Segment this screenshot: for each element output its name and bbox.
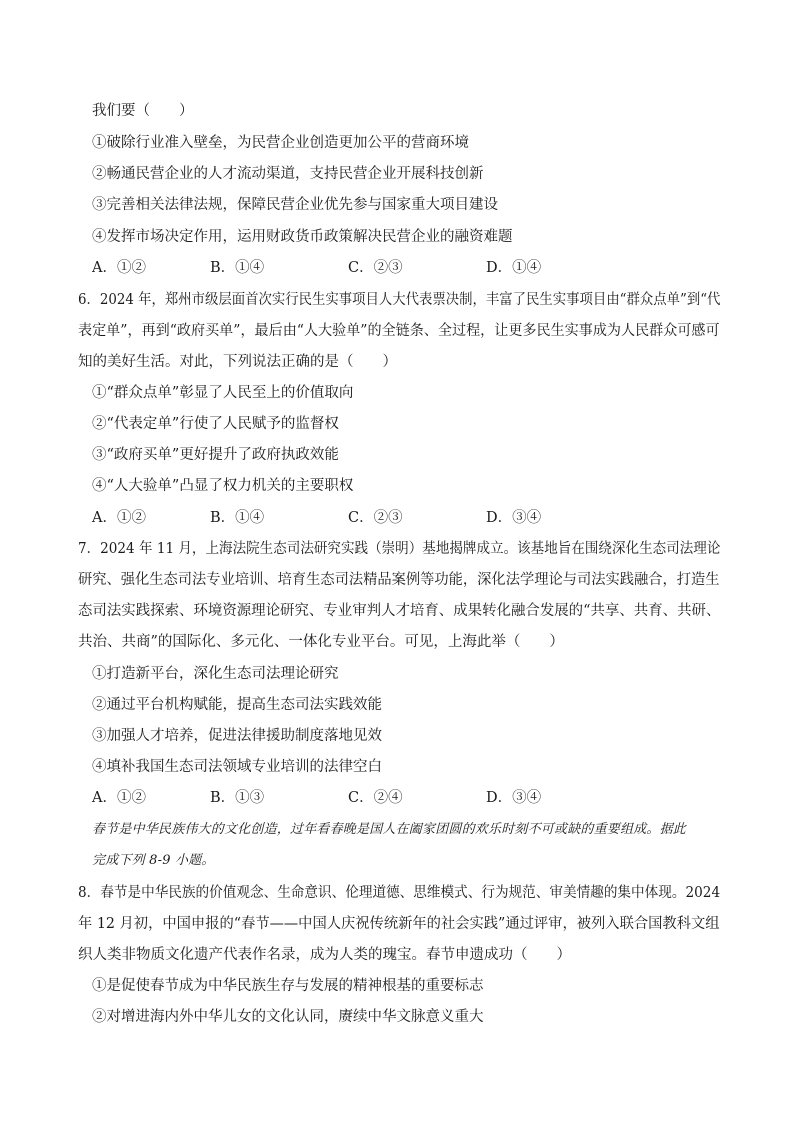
q5-item-4: ④发挥市场决定作用，运用财政货币政策解决民营企业的融资难题: [92, 229, 513, 245]
q8-stem-line-1: 8．春节是中华民族的价值观念、生命意识、伦理道德、思维模式、行为规范、审美情趣的集中体现。2024: [78, 885, 721, 901]
q7-item-2: ②通过平台机构赋能，提高生态司法实践效能: [92, 697, 382, 713]
q5-item-3: ③完善相关法律法规，保障民营企业优先参与国家重大项目建设: [92, 197, 498, 213]
q8-item-1: ①是促使春节成为中华民族生存与发展的精神根基的重要标志: [92, 978, 484, 994]
q6-item-3: ③“政府买单”更好提升了政府执政效能: [92, 447, 339, 463]
q8-stem-line-2: 年 12 月初，中国申报的“春节——中国人庆祝传统新年的社会实践”通过评审，被列入联合国教科文组: [78, 916, 720, 932]
q7-item-1: ①打造新平台，深化生态司法理论研究: [92, 666, 339, 682]
q7-stem-line-1: 7．2024 年 11 月，上海法院生态司法研究实践（崇明）基地揭牌成立。该基地旨在围绕深化生态司法理论: [78, 541, 721, 557]
material-line-2: 完成下列 8-9 小题。: [92, 853, 215, 868]
q8-item-2: ②对增进海内外中华儿女的文化认同，赓续中华文脉意义重大: [92, 1009, 484, 1025]
q6-options: [92, 508, 652, 528]
q8-stem-line-3: 织人类非物质文化遗产代表作名录，成为人类的瑰宝。春节申遗成功（ ）: [78, 947, 571, 963]
q6-item-1: ①“群众点单”彰显了人民至上的价值取向: [92, 385, 354, 401]
q5-item-1: ①破除行业准入壁垒，为民营企业创造更加公平的营商环境: [92, 135, 469, 151]
q6-stem-line-2: 表定单”，再到“政府买单”，最后由“人大验单”的全链条、全过程，让更多民生实事成为人民群众可感可: [78, 323, 720, 339]
q6-item-4: ④“人大验单”凸显了权力机关的主要职权: [92, 478, 354, 494]
material-line-1: 春节是中华民族伟大的文化创造，过年看春晚是国人在阖家团圆的欢乐时刻不可或缺的重要组成。据此: [92, 822, 687, 837]
q5-options: [92, 258, 652, 278]
q5-option-b[interactable]: B．①④: [210, 260, 265, 276]
q6-stem-line-3: 知的美好生活。对此，下列说法正确的是（ ）: [78, 354, 397, 370]
q7-item-4: ④填补我国生态司法领域专业培训的法律空白: [92, 759, 382, 775]
q6-option-a[interactable]: A．①②: [92, 510, 146, 526]
q7-options: [92, 788, 652, 808]
q6-option-c[interactable]: C．②③: [348, 510, 403, 526]
q7-stem-line-4: 共治、共商”的国际化、多元化、一体化专业平台。可见，上海此举（ ）: [78, 634, 564, 650]
q6-item-2: ②“代表定单”行使了人民赋予的监督权: [92, 416, 339, 432]
q7-item-3: ③加强人才培养，促进法律援助制度落地见效: [92, 728, 382, 744]
q7-stem-line-2: 研究、强化生态司法专业培训、培育生态司法精品案例等功能，深化法学理论与司法实践融合，打造生: [78, 572, 720, 588]
q6-option-b[interactable]: B．①④: [210, 510, 265, 526]
q6-stem-line-1: 6．2024 年，郑州市级层面首次实行民生实事项目人大代表票决制，丰富了民生实事项目由“群众点单”到“代: [78, 292, 721, 308]
q7-option-a[interactable]: A．①②: [92, 790, 146, 806]
q7-option-c[interactable]: C．②④: [348, 790, 403, 806]
q6-option-d[interactable]: D．③④: [486, 510, 542, 526]
q5-option-c[interactable]: C．②③: [348, 260, 403, 276]
q7-option-b[interactable]: B．①③: [210, 790, 265, 806]
q5-item-2: ②畅通民营企业的人才流动渠道，支持民营企业开展科技创新: [92, 166, 484, 182]
q5-stem-tail: 我们要（ ）: [92, 103, 194, 119]
q5-option-d[interactable]: D．①④: [486, 260, 542, 276]
q7-option-d[interactable]: D．③④: [486, 790, 542, 806]
q5-option-a[interactable]: A．①②: [92, 260, 146, 276]
q7-stem-line-3: 态司法实践探索、环境资源理论研究、专业审判人才培育、成果转化融合发展的“共享、共育、共研、: [78, 603, 721, 619]
